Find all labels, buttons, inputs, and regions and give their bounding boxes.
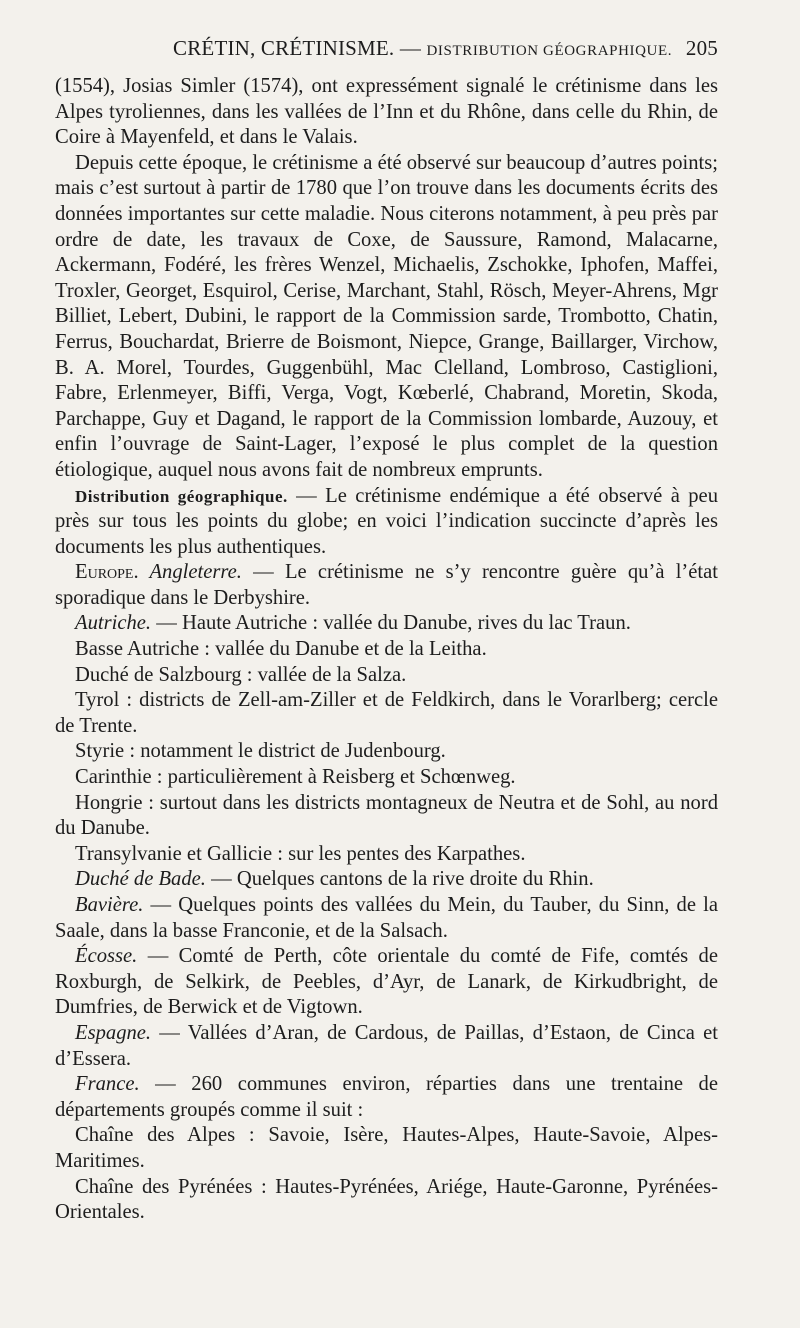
running-header bbox=[55, 36, 718, 70]
paragraph-france bbox=[55, 1072, 718, 1123]
header-dash: — bbox=[394, 36, 427, 60]
country-name: Espagne. bbox=[75, 1021, 152, 1044]
paragraph-europe bbox=[55, 560, 718, 611]
paragraph-text: — Le crétinisme endémique a été observé à peu près sur tous les points du globe; en voici l’indication succincte d’après les documents les plus authentiques. bbox=[55, 484, 718, 558]
paragraph-alps: Chaîne des Alpes : Savoie, Isère, Hautes-Alpes, Haute-Savoie, Alpes-Maritimes. bbox=[55, 1124, 718, 1172]
region-label: Europe. bbox=[75, 561, 139, 584]
country-name: Autriche. bbox=[75, 612, 152, 635]
paragraph-pyrenees: Chaîne des Pyrénées : Hautes-Pyrénées, Ariége, Haute-Garonne, Pyrénées-Orientales. bbox=[55, 1175, 718, 1224]
paragraph-bavaria bbox=[55, 893, 718, 944]
country-name: Écosse. bbox=[75, 945, 138, 968]
paragraph-distribution bbox=[55, 484, 718, 561]
paragraph-lower-austria: Basse Autriche : vallée du Danube et de la Leitha. bbox=[75, 638, 487, 661]
paragraph-hungary: Hongrie : surtout dans les districts montagneux de Neutra et de Sohl, au nord du Danube. bbox=[55, 791, 718, 840]
paragraph-austria bbox=[55, 611, 718, 637]
paragraph-text: — Vallées d’Aran, de Cardous, de Paillas, d’Estaon, de Cinca et d’Essera. bbox=[55, 1021, 718, 1070]
paragraph-text: — Quelques cantons de la rive droite du Rhin. bbox=[205, 868, 594, 891]
section-heading: Distribution géographique. bbox=[75, 486, 288, 506]
paragraph-baden bbox=[55, 867, 718, 893]
paragraph-authors: Depuis cette époque, le crétinisme a été observé sur beaucoup d’autres points; mais c’est surtout à partir de 1780 que l’on trouve dans les documents écrits des données importantes sur cette maladie. Nous citerons notamment, à peu près par ordre de date, les travaux de Coxe, de Saussure, Ramond, Malacarne, Ackermann, Fodéré, les frères Wenzel, Michaelis, Zschokke, Iphofen, Maffei, Troxler, Georget, Esquirol, Cerise, Marchant, Stahl, Rösch, Meyer-Ahrens, Mgr Billiet, Lebert, Dubini, le rapport de la Commission sarde, Trombotto, Chatin, Ferrus, Bouchardat, Brierre de Boismont, Niepce, Grange, Baillarger, Virchow, B. A. Morel, Tourdes, Guggenbühl, Mac Clelland, Lombroso, Castiglioni, Fabre, Erlenmeyer, Biffi, Verga, Vogt, Kœberlé, Chabrand, Moretin, Skoda, Parchappe, Guy et Dagand, le rapport de la Commission lombarde, Auzouy, et enfin l’ouvrage de Saint-Lager, l’exposé le plus complet de la question étiologique, auquel nous avons fait de nombreux emprunts. bbox=[55, 151, 718, 481]
country-name: Bavière. bbox=[75, 894, 144, 916]
country-name: France. bbox=[75, 1073, 140, 1096]
page-number: 205 bbox=[685, 36, 718, 60]
country-name: Angleterre. bbox=[138, 561, 242, 584]
paragraph-text: — Le crétinisme ne s’y rencontre guère qu’à l’état sporadique dans le Derbyshire. bbox=[55, 561, 718, 609]
header-title bbox=[173, 36, 672, 61]
header-title-sub: DISTRIBUTION GÉOGRAPHIQUE. bbox=[426, 43, 673, 59]
paragraph-text: — Haute Autriche : vallée du Danube, rives du lac Traun. bbox=[151, 612, 631, 635]
paragraph-carinthia: Carinthie : particulièrement à Reisberg et Schœnweg. bbox=[75, 766, 516, 789]
paragraph-spain bbox=[55, 1021, 718, 1072]
country-name: Duché de Bade. bbox=[75, 868, 206, 891]
header-title-main: CRÉTIN, CRÉTINISME. bbox=[173, 36, 395, 60]
page-body bbox=[55, 74, 718, 1226]
paragraph-text: — 260 communes environ, réparties dans une trentaine de départements groupés comme il suit : bbox=[55, 1073, 718, 1121]
paragraph-text: — Quelques points des vallées du Mein, du Tauber, du Sinn, de la Saale, dans la basse Franconie, et de la Salsach. bbox=[55, 894, 718, 942]
paragraph-tyrol: Tyrol : districts de Zell-am-Ziller et de Feldkirch, dans le Vorarlberg; cercle de Trente. bbox=[55, 689, 718, 737]
paragraph-scotland bbox=[55, 944, 718, 1021]
paragraph-salzburg: Duché de Salzbourg : vallée de la Salza. bbox=[75, 663, 407, 686]
paragraph-continuation: (1554), Josias Simler (1574), ont expressément signalé le crétinisme dans les Alpes tyroliennes, dans les vallées de l’Inn et du Rhône, dans celle du Rhin, de Coire à Mayenfeld, et dans le Valais. bbox=[55, 75, 718, 149]
paragraph-text: — Comté de Perth, côte orientale du comté de Fife, comtés de Roxburgh, de Selkirk, de Peebles, d’Ayr, de Lanark, de Kirkudbright, de Dumfries, de Berwick et de Vigtown. bbox=[55, 945, 718, 1019]
paragraph-transylvania: Transylvanie et Gallicie : sur les pentes des Karpathes. bbox=[75, 842, 526, 865]
paragraph-styria: Styrie : notamment le district de Judenbourg. bbox=[75, 740, 446, 763]
